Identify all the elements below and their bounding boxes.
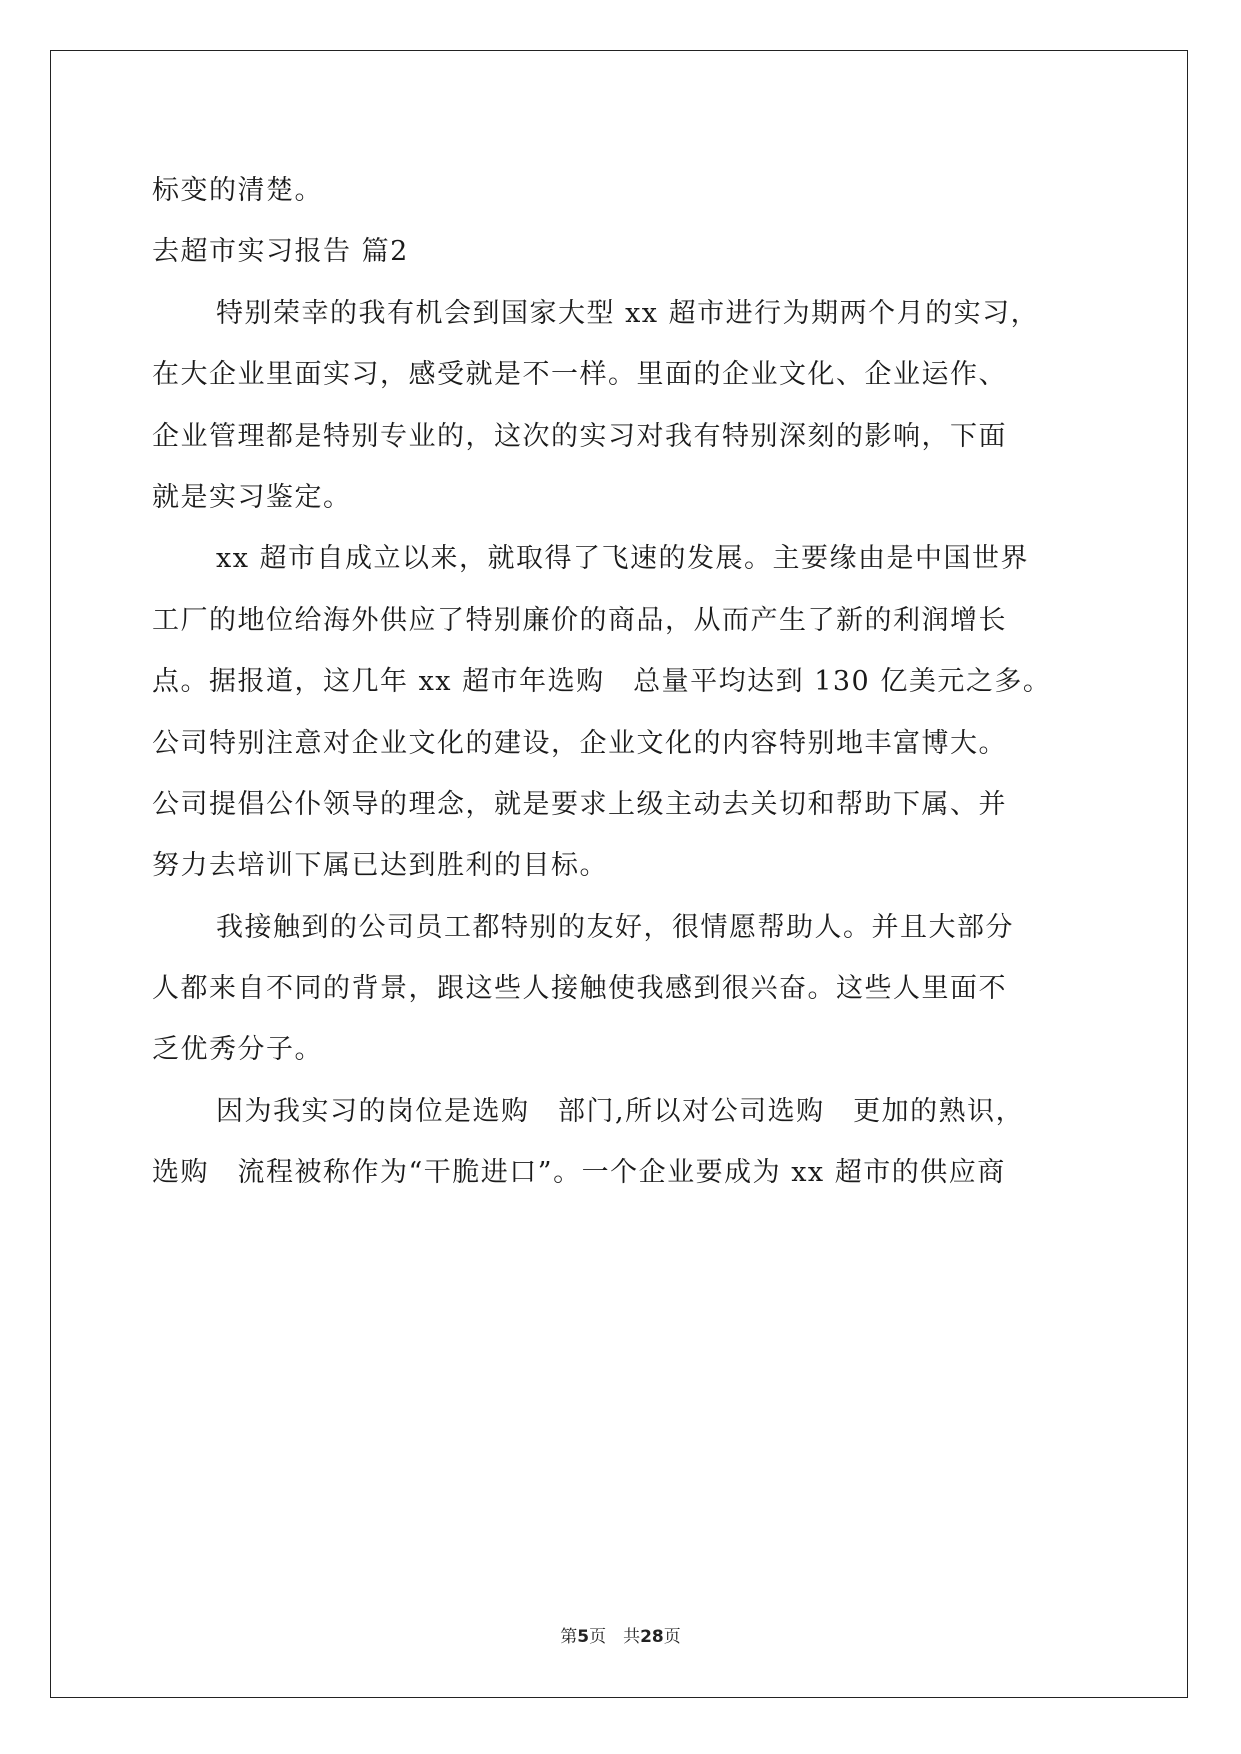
text-line: 就是实习鉴定。	[152, 481, 352, 513]
text-line: 公司提倡公仆领导的理念，就是要求上级主动去关切和帮助下属、并	[152, 788, 1007, 820]
text-line: 公司特别注意对企业文化的建设，企业文化的内容特别地丰富博大。	[152, 727, 1007, 759]
document-body	[152, 160, 1092, 1204]
text-line: 乏优秀分子。	[152, 1034, 323, 1066]
text-line: 特别荣幸的我有机会到国家大型 xx 超市进行为期两个月的实习，	[216, 297, 1040, 329]
text-line: 人都来自不同的背景，跟这些人接触使我感到很兴奋。这些人里面不	[152, 973, 1007, 1005]
text-line: 在大企业里面实习，感受就是不一样。里面的企业文化、企业运作、	[152, 359, 1007, 391]
text-line: xx 超市自成立以来，就取得了飞速的发展。主要缘由是中国世界	[216, 543, 1030, 575]
page-total: 28	[640, 1627, 664, 1647]
text-line: 点。据报道，这几年 xx 超市年选购 总量平均达到 130 亿美元之多。	[152, 666, 1052, 698]
page-footer	[0, 1622, 1241, 1647]
text-line: 因为我实习的岗位是选购 部门,所以对公司选购 更加的熟识，	[216, 1095, 1025, 1127]
text-line: 我接触到的公司员工都特别的友好，很情愿帮助人。并且大部分	[216, 911, 1014, 943]
text-line: 企业管理都是特别专业的，这次的实习对我有特别深刻的影响，下面	[152, 420, 1007, 452]
footer-suffix: 页	[663, 1627, 681, 1647]
text-line: 标变的清楚。	[152, 175, 323, 206]
text-line: 努力去培训下属已达到胜利的目标。	[152, 850, 608, 882]
text-line: 选购 流程被称作为“干脆进口”。一个企业要成为 xx 超市的供应商	[152, 1157, 1006, 1189]
footer-prefix: 第	[560, 1627, 578, 1647]
footer-mid: 页 共	[589, 1627, 641, 1647]
section-heading: 去超市实习报告 篇2	[152, 236, 409, 268]
text-line: 工厂的地位给海外供应了特别廉价的商品，从而产生了新的利润增长	[152, 604, 1007, 636]
page-number: 5	[577, 1627, 590, 1647]
